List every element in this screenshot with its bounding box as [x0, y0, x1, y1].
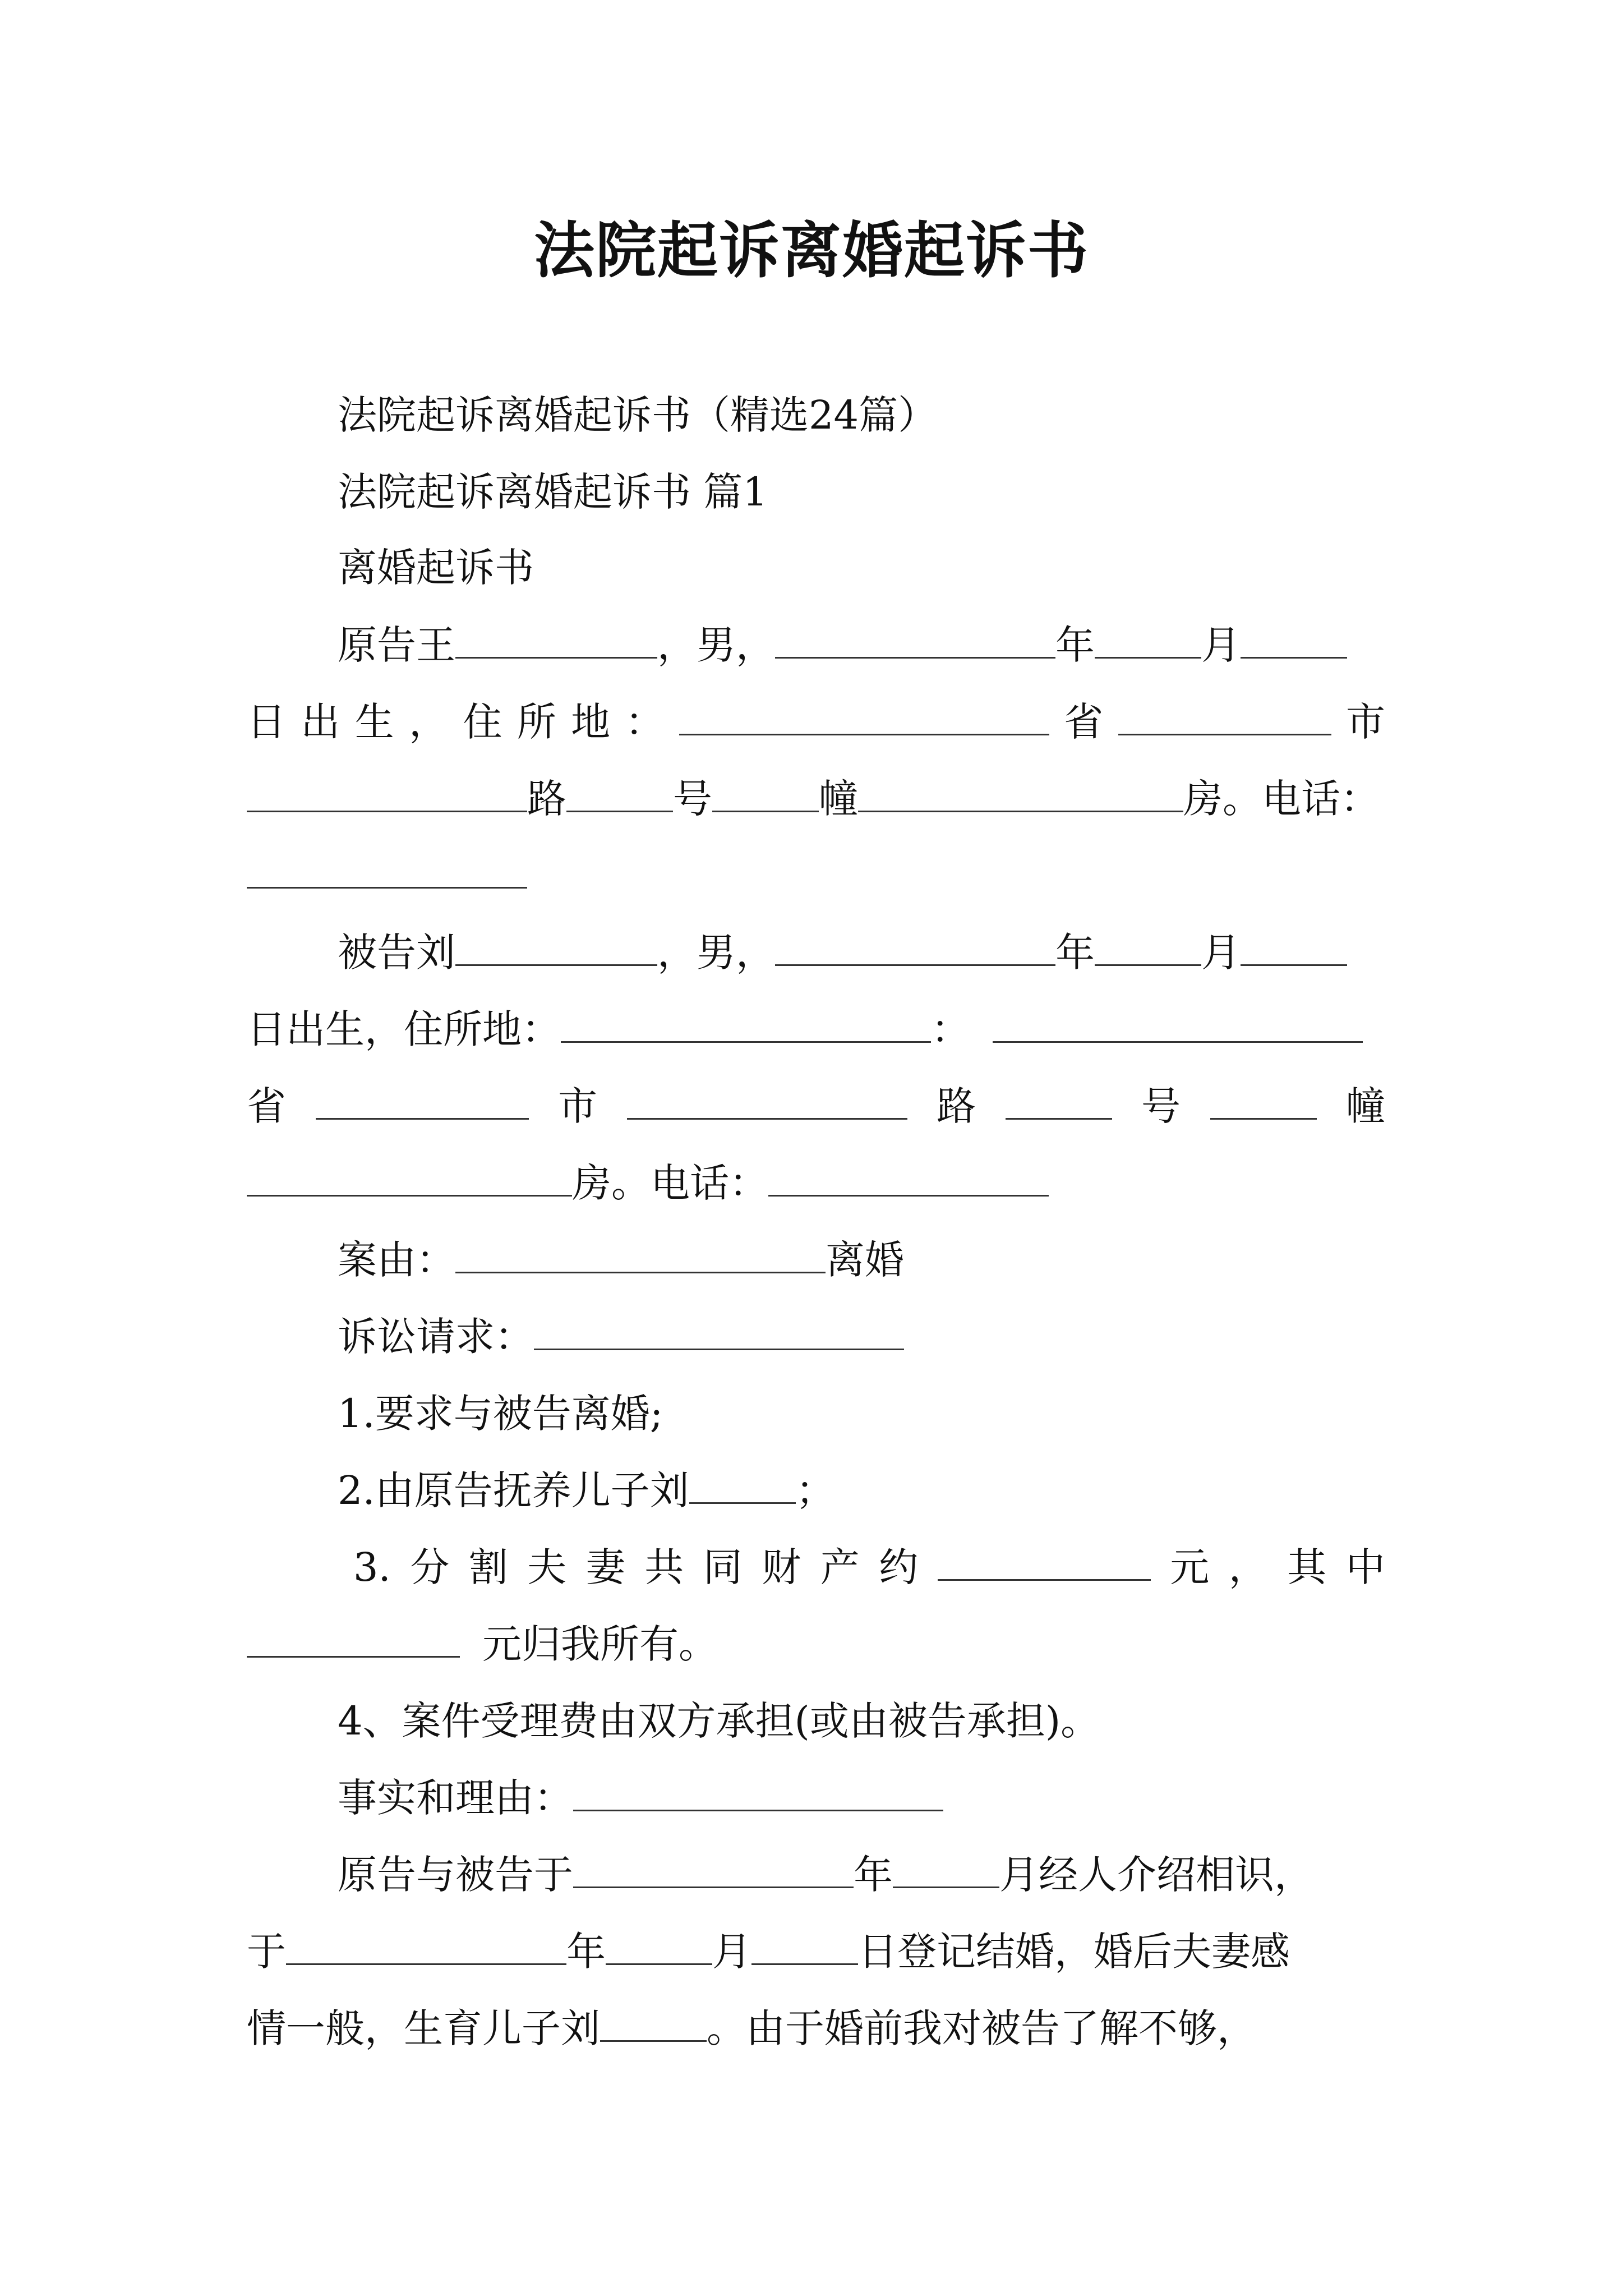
text: 出	[301, 699, 340, 745]
blank	[627, 1080, 907, 1120]
claim-2	[338, 1462, 1385, 1519]
text: 日出生，住所地：	[247, 1006, 561, 1052]
blank	[573, 1772, 943, 1811]
text: 妻	[585, 1544, 625, 1590]
text: 原告与被告于	[338, 1852, 573, 1898]
text: ：	[625, 699, 665, 745]
text: 3.	[353, 1544, 391, 1590]
blank	[455, 926, 657, 966]
text: 省	[247, 1083, 286, 1129]
blank	[775, 926, 1055, 966]
text: 月	[1201, 622, 1241, 668]
text: 元归我所有。	[482, 1621, 718, 1667]
text: 地	[571, 699, 611, 745]
facts-line	[338, 1770, 1385, 1826]
blank	[1118, 696, 1331, 735]
blank	[1095, 926, 1201, 966]
text: 号	[1141, 1083, 1181, 1129]
blank	[679, 696, 1049, 735]
text: 生	[354, 699, 394, 745]
blank	[938, 1541, 1151, 1581]
plaintiff-line-4	[247, 847, 1385, 903]
blank	[775, 619, 1055, 659]
text: 日	[247, 699, 286, 745]
text: 幢	[819, 776, 858, 822]
defendant-line-3	[247, 1078, 1385, 1134]
text: 同	[703, 1544, 743, 1590]
blank	[1095, 619, 1201, 659]
blank	[858, 772, 1183, 812]
text: ，	[1228, 1544, 1268, 1590]
text: 原告王	[338, 622, 455, 668]
text: 中	[1345, 1544, 1385, 1590]
text: 财	[762, 1544, 801, 1590]
text: 产	[820, 1544, 860, 1590]
defendant-line-2	[247, 1001, 1385, 1057]
text: 市	[1345, 699, 1385, 745]
plaintiff-line-3	[247, 771, 1385, 827]
text: 共	[644, 1544, 684, 1590]
text: 幢	[1346, 1083, 1385, 1129]
text: 约	[879, 1544, 919, 1590]
text: 元	[1170, 1544, 1210, 1590]
blank	[566, 772, 673, 812]
text: ：	[931, 1006, 970, 1052]
text: ，	[409, 699, 449, 745]
text: 2.由原告抚养儿子刘	[338, 1467, 689, 1513]
blank	[751, 1925, 858, 1965]
blank	[993, 1003, 1363, 1043]
text: 房。电话：	[1183, 776, 1380, 822]
defendant-line-4	[247, 1155, 1385, 1211]
blank	[606, 1925, 712, 1965]
claim-1: 1.要求与被告离婚;	[338, 1391, 663, 1437]
text: 离婚	[826, 1237, 904, 1283]
section-heading: 法院起诉离婚起诉书 篇1	[338, 469, 768, 515]
facts-para-3	[247, 2000, 1385, 2056]
text: ，男，	[657, 622, 775, 668]
defendant-line-1	[338, 924, 1385, 981]
text: ，男，	[657, 930, 775, 976]
claim-3	[353, 1539, 1385, 1595]
facts-para-2	[247, 1924, 1385, 1980]
blank	[247, 1618, 460, 1658]
text: 割	[468, 1544, 508, 1590]
text: 月经人介绍相识，	[999, 1852, 1313, 1898]
text: 路	[937, 1083, 976, 1129]
facts-para-1	[338, 1847, 1385, 1903]
blank	[1210, 1080, 1317, 1120]
text: 情一般，生育儿子刘	[247, 2005, 600, 2051]
text: 其	[1287, 1544, 1327, 1590]
text: 年	[854, 1852, 893, 1898]
blank	[534, 1310, 904, 1350]
text: 年	[1055, 930, 1095, 976]
blank	[247, 772, 527, 812]
text: 月	[712, 1929, 751, 1975]
text: 夫	[527, 1544, 567, 1590]
text: 房。电话：	[572, 1160, 768, 1206]
text: 市	[558, 1083, 597, 1129]
text: 案由：	[338, 1237, 455, 1283]
text: 日登记结婚，婚后夫妻感	[858, 1929, 1290, 1975]
plaintiff-line-2	[247, 694, 1385, 750]
blank	[600, 2002, 707, 2042]
blank	[1006, 1080, 1112, 1120]
blank	[689, 1464, 796, 1504]
text: 年	[566, 1929, 606, 1975]
text: 事实和理由：	[338, 1775, 573, 1821]
text: 住	[463, 699, 502, 745]
doc-heading: 离婚起诉书	[338, 545, 534, 591]
text: 路	[527, 776, 566, 822]
text: 被告刘	[338, 930, 455, 976]
cause-line	[338, 1232, 1385, 1288]
claim-3-cont	[247, 1616, 1385, 1672]
blank	[573, 1848, 854, 1888]
blank	[1241, 619, 1347, 659]
blank	[712, 772, 819, 812]
text: 号	[673, 776, 712, 822]
text: 月	[1201, 930, 1241, 976]
blank	[1241, 926, 1347, 966]
blank	[768, 1157, 1049, 1197]
text: 所	[517, 699, 556, 745]
page-title: 法院起诉离婚起诉书	[533, 215, 1089, 286]
text: 年	[1055, 622, 1095, 668]
text: ；	[795, 1467, 835, 1513]
text: 。由于婚前我对被告了解不够，	[707, 2005, 1256, 2051]
blank	[247, 849, 527, 889]
claims-line	[338, 1309, 1385, 1365]
blank	[455, 1234, 826, 1273]
blank	[316, 1080, 529, 1120]
subtitle-line: 法院起诉离婚起诉书（精选24篇）	[338, 392, 938, 438]
text: 诉讼请求：	[338, 1314, 534, 1360]
text: 省	[1064, 699, 1104, 745]
blank	[286, 1925, 566, 1965]
text: 分	[410, 1544, 450, 1590]
blank	[455, 619, 657, 659]
text: 于	[247, 1929, 286, 1975]
blank	[893, 1848, 999, 1888]
blank	[247, 1157, 572, 1197]
claim-4: 4、案件受理费由双方承担(或由被告承担)。	[338, 1698, 1100, 1744]
blank	[561, 1003, 931, 1043]
plaintiff-line-1	[338, 617, 1385, 673]
